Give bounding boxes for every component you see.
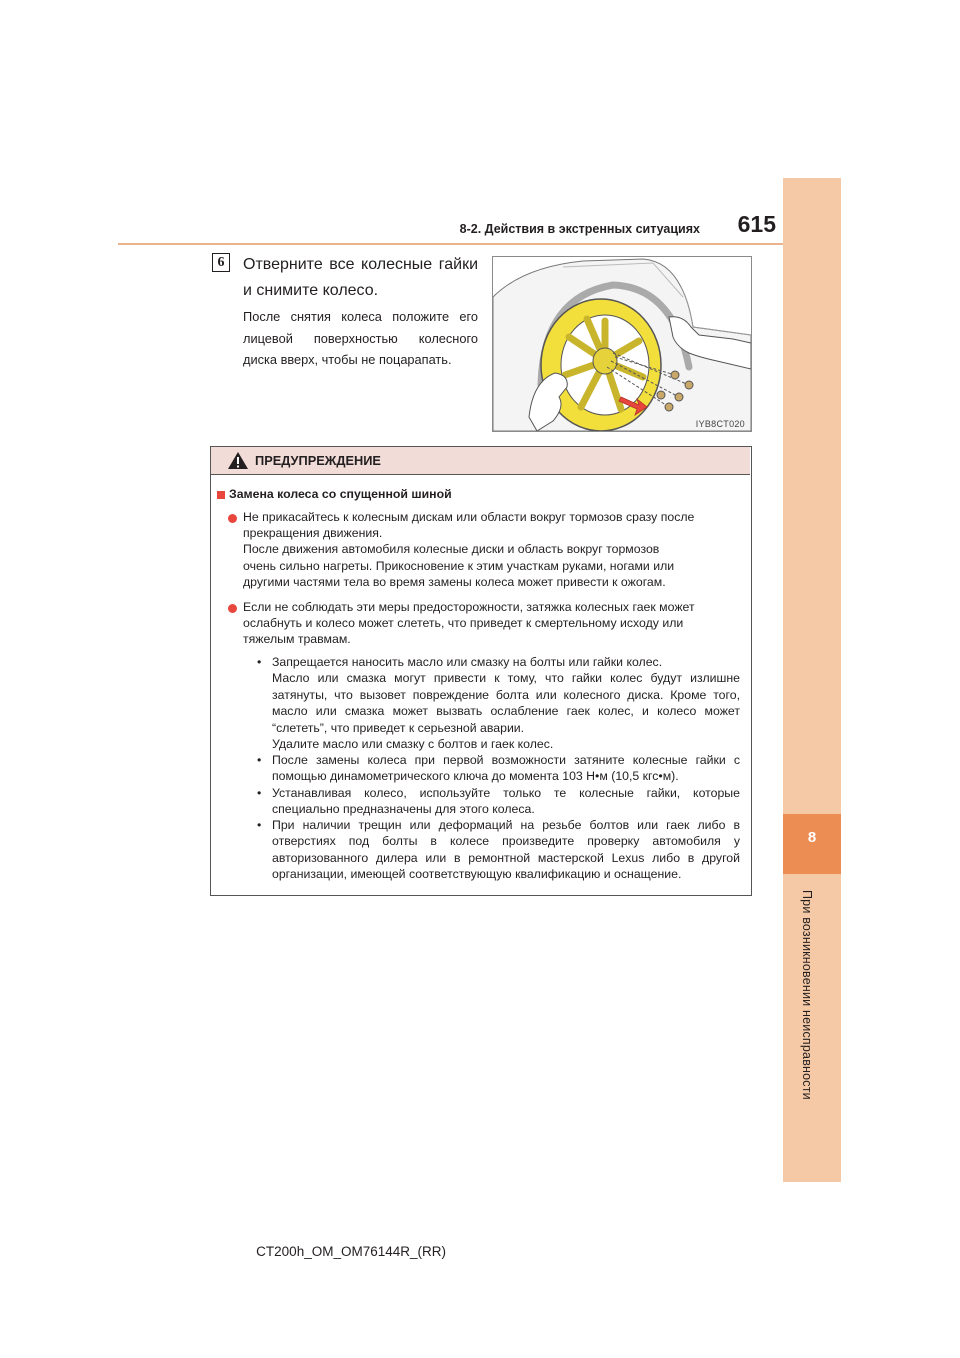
text-line: Если не соблюдать эти меры предосторожности, затяжка колесных гаек может	[243, 600, 695, 614]
chapter-title: При возникновении неисправности	[800, 890, 814, 1100]
document-code: CT200h_OM_OM76144R_(RR)	[256, 1244, 446, 1259]
text-line: Не прикасайтесь к колесным дискам или области вокруг тормозов сразу после	[243, 510, 695, 524]
warning-paragraph-2	[243, 599, 742, 648]
section-square-icon	[217, 491, 225, 499]
text-line: После движения автомобиля колесные диски и область вокруг тормозов	[243, 542, 660, 557]
wheel-removal-drawing	[493, 257, 751, 431]
bullet-icon	[228, 514, 237, 523]
sub-item-1-text: Запрещается наносить масло или смазку на болты или гайки колес.	[272, 655, 663, 669]
sub-bullet: •	[257, 786, 262, 800]
illustration-code: IYB8CT020	[695, 419, 745, 429]
text-line: очень сильно нагреты. Прикосновение к этим участкам руками, ногами или	[243, 558, 675, 573]
page-number: 615	[737, 211, 776, 237]
text-line: ослабнуть и колесо может слететь, что приведет к смертельному исходу или	[243, 616, 684, 631]
text-line: прекращения движения.	[243, 526, 383, 541]
sub-item-3: Устанавливая колесо, используйте только те колесные гайки, которые специально предназначены для этого колеса.	[272, 786, 740, 817]
sub-bullet: •	[257, 818, 262, 832]
sub-item-1	[272, 654, 740, 752]
step-description: После снятия колеса положите его лицевой поверхностью колесного диска вверх, чтобы не поцарапать.	[243, 309, 478, 367]
text-line: другими частями тела во время замены колеса может привести к ожогам.	[243, 574, 666, 589]
sub-item-2: После замены колеса при первой возможности затяните колесные гайки с помощью динамометрического ключа до момента 103 Н•м (10,5 кгс•м).	[272, 753, 740, 784]
text-line: тяжелым травмам.	[243, 632, 351, 647]
sub-item-1-continued: Масло или смазка могут привести к тому, что гайки колес будут излишне затянуты, что вызовет повреждение болта или колесного диска. Кроме того, масло или смазка может вызвать ослабление гаек колес, и колесо может “слететь”, что приведет к серьезной аварии.	[272, 671, 740, 735]
warning-title: ПРЕДУПРЕЖДЕНИЕ	[255, 453, 381, 468]
sub-item-1-continued-2: Удалите масло или смазку с болтов и гаек колес.	[272, 737, 554, 752]
chapter-number: 8	[807, 829, 817, 846]
step-title: Отверните все колесные гайки и снимите колесо.	[243, 256, 478, 299]
warning-triangle-icon	[227, 451, 249, 470]
sub-bullet: •	[257, 753, 262, 767]
section-header: 8-2. Действия в экстренных ситуациях	[459, 222, 700, 236]
sub-bullet: •	[257, 655, 262, 669]
header-divider	[118, 243, 783, 245]
warning-paragraph-1	[243, 509, 742, 590]
wheel-removal-illustration	[492, 256, 752, 432]
bullet-icon	[228, 604, 237, 613]
step-number: 6	[212, 253, 230, 272]
warning-section-title: Замена колеса со спущенной шиной	[229, 487, 452, 501]
sub-item-4: При наличии трещин или деформаций на резьбе болтов или гаек либо в отверстиях под болты в колесе произведите проверку автомобиля у авторизованного дилера или в ремонтной мастерской Lexus либо в другой организации, имеющей соответствующую квалификацию и оснащение.	[272, 818, 740, 882]
